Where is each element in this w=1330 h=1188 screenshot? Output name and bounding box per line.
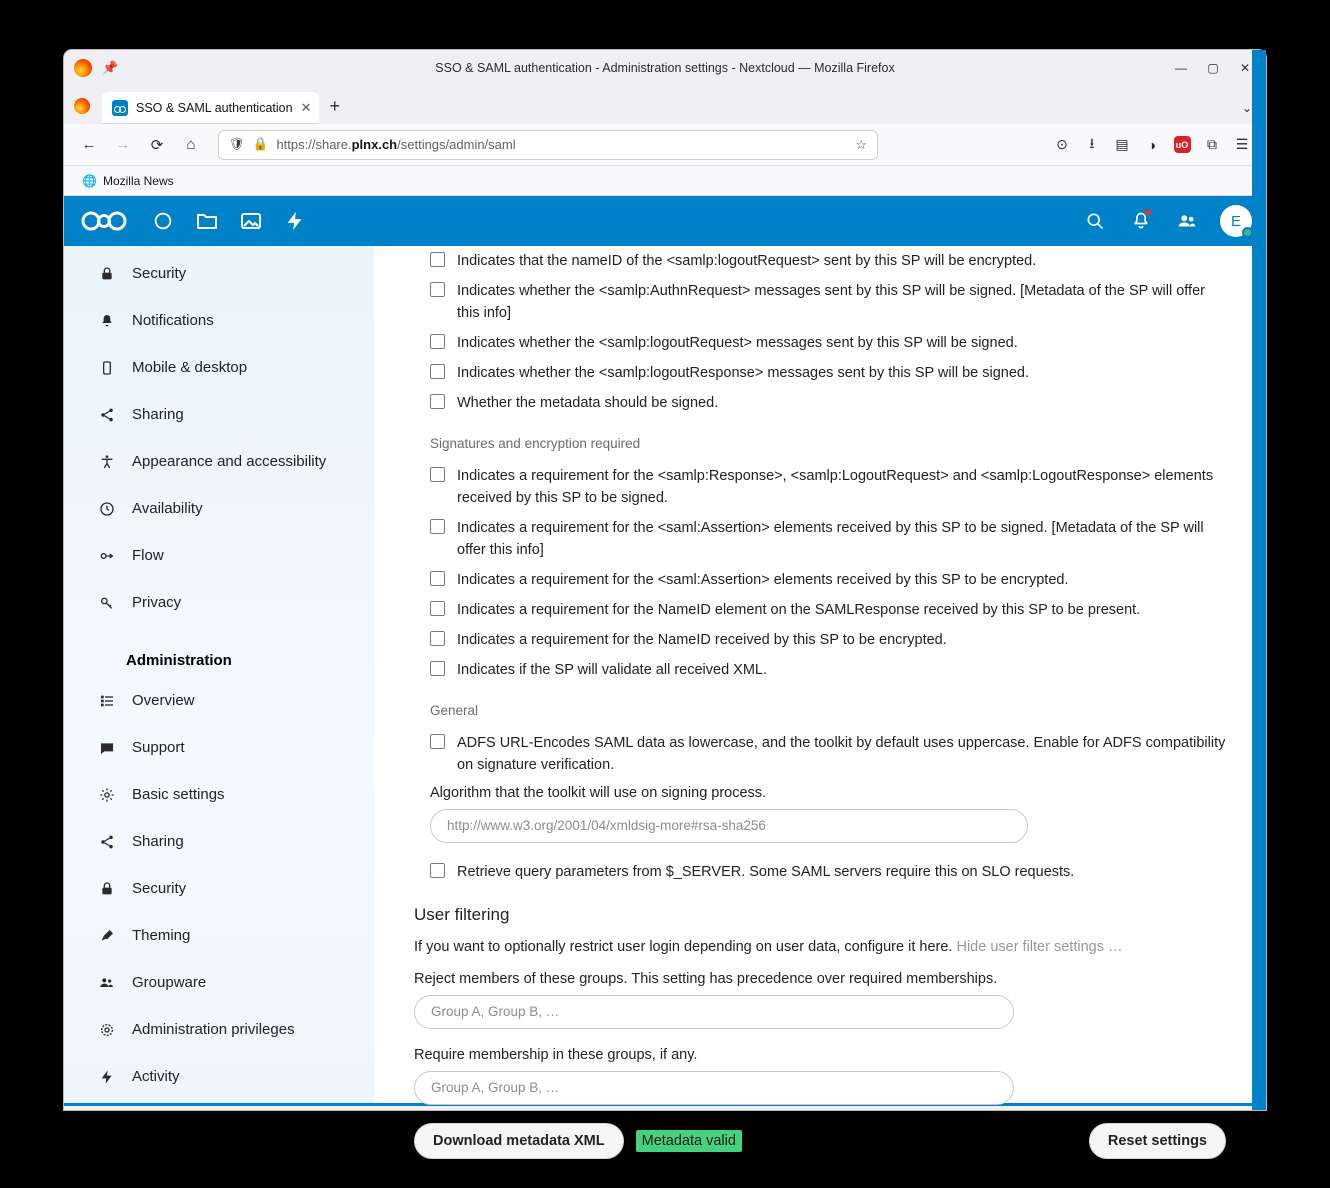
close-button[interactable]: ✕ [1239,61,1251,75]
sidebar-item-label: Sharing [132,833,184,850]
ublock-badge: uO [1174,136,1191,153]
sidebar-item-support[interactable] [64,724,374,771]
downloads-icon[interactable]: ⭳ [1089,134,1095,151]
sidebar-item-groupware[interactable] [64,959,374,1006]
metadata-status-badge: Metadata valid [636,1130,742,1152]
right-blue-edge [1252,50,1266,1110]
checkbox-validate-xml[interactable] [430,661,445,676]
share-icon [98,834,116,850]
contacts-icon[interactable] [1174,206,1200,236]
group-heading-general: General [430,703,479,719]
extensions-icon[interactable]: ⧉ [1207,136,1217,152]
sidebar-item-label: Appearance and accessibility [132,453,327,470]
require-groups-label: Require membership in these groups, if any. [414,1046,698,1063]
nextcloud-favicon-icon [112,100,128,116]
tab-close-icon[interactable]: ✕ [300,100,312,115]
checkbox-response-elements-signed[interactable] [430,467,445,482]
checkbox-row[interactable] [430,732,1226,776]
sidebar-item-notifications[interactable] [64,297,374,344]
reject-groups-input[interactable]: Group A, Group B, … [414,995,1014,1029]
browser-window [64,50,1266,1149]
checkbox-label: Indicates a requirement for the <saml:Assertion> elements received by this SP to be encrypted. [457,572,1069,589]
bell-icon[interactable] [1128,206,1154,236]
group-heading-signatures: Signatures and encryption required [430,436,641,452]
saml-settings-form [374,250,1266,1159]
activity-icon[interactable] [280,206,310,236]
forward-button[interactable]: → [115,136,131,153]
checkbox-label: Indicates whether the <samlp:logoutRequest> messages sent by this SP will be signed. [457,335,1018,352]
reload-button[interactable]: ⟳ [150,136,164,154]
action-row [414,1123,1226,1159]
sidebar-item-label: Privacy [132,594,182,611]
shield-icon[interactable]: 🛡 [229,137,245,151]
sidebar-item-admin-sharing[interactable] [64,818,374,865]
sidebar-item-label: Flow [132,547,164,564]
maximize-button[interactable]: ▢ [1207,61,1219,75]
files-icon[interactable] [192,206,222,236]
algorithm-label: Algorithm that the toolkit will use on signing process. [430,784,767,801]
checkbox-label: Indicates a requirement for the <saml:Assertion> elements received by this SP to be signed. [Metadata of the SP will offer this info] [457,520,1204,559]
hide-user-filter-link[interactable]: Hide user filter settings … [956,938,1123,955]
sidebar-item-privacy[interactable] [64,579,374,626]
checkbox-row[interactable] [430,392,1226,414]
sidebar-item-theming[interactable] [64,912,374,959]
sidebar-item-label: Security [132,265,187,282]
sidebar-item-basic-settings[interactable] [64,771,374,818]
sidebar-item-label: Administration privileges [132,1021,295,1038]
brush-icon [98,928,116,944]
sidebar-item-label: Overview [132,692,195,709]
download-metadata-xml-button[interactable]: Download metadata XML [414,1123,624,1159]
sidebar-item-overview[interactable] [64,677,374,724]
url-input[interactable]: https://share.plnx.ch/settings/admin/saml [276,137,516,152]
window-controls [1166,50,1260,86]
tab-title: SSO & SAML authentication [136,101,293,115]
checkbox-row[interactable] [430,250,1226,272]
checkbox-label: Indicates whether the <samlp:logoutResponse> messages sent by this SP will be signed. [457,365,1030,382]
checkbox-row[interactable] [430,629,1226,651]
require-groups-input[interactable]: Group A, Group B, … [414,1071,1014,1105]
privileges-icon [98,1022,116,1038]
pin-icon[interactable]: 📌 [102,60,119,75]
checkbox-retrieve-query-parameters[interactable] [430,863,445,878]
sidebar-item-activity[interactable] [64,1053,374,1100]
pocket-icon[interactable]: ⊙ [1056,136,1068,152]
sidebar-heading-administration: Administration [126,652,232,669]
avatar-letter: E [1230,212,1241,230]
section-title-user-filtering: User filtering [414,904,510,924]
checkbox-label: Indicates if the SP will validate all received XML. [457,662,768,679]
header-right-icons [1082,205,1252,237]
checkbox-metadata-signed[interactable] [430,394,445,409]
checkbox-row[interactable] [430,362,1226,384]
checkbox-nameid-encrypted[interactable] [430,631,445,646]
search-icon[interactable] [1082,206,1108,236]
sidebar-item-label: Sharing [132,406,184,423]
accessibility-icon [98,454,116,470]
checkbox-row[interactable] [430,280,1226,324]
checkbox-label: ADFS URL-Encodes SAML data as lowercase, and the toolkit by default uses uppercase. Enable for ADFS compatibility on signature verification. [457,735,1226,774]
bell-icon [98,313,116,329]
sidebar-item-mobile-desktop[interactable] [64,344,374,391]
checkbox-label: Retrieve query parameters from $_SERVER. Some SAML servers require this on SLO requests. [457,863,1075,880]
sidebar-item-label: Activity [132,1068,180,1085]
checkbox-label: Indicates whether the <samlp:AuthnRequest> messages sent by this SP will be signed. [Metadata of the SP will offer this info] [457,283,1205,322]
lock-icon [98,881,116,897]
account-icon[interactable]: ◑ [1147,136,1157,153]
lock-icon[interactable]: 🔒 [252,137,269,151]
checkbox-authnrequest-signed[interactable] [430,282,445,297]
algorithm-input[interactable]: http://www.w3.org/2001/04/xmldsig-more#rsa-sha256 [430,809,1028,843]
address-bar[interactable] [218,130,878,160]
sidebar-item-flow[interactable] [64,532,374,579]
toolbar-icons [1048,131,1256,159]
notification-dot [1144,208,1152,216]
reject-groups-label: Reject members of these groups. This setting has precedence over required memberships. [414,970,998,987]
checkbox-row[interactable] [430,517,1226,561]
checkbox-row[interactable] [430,659,1226,681]
settings-sidebar [64,246,374,1103]
sidebar-item-label: Groupware [132,974,207,991]
user-filtering-text: If you want to optionally restrict user login depending on user data, configure it here. [414,938,953,955]
ublock-origin-icon[interactable] [1168,131,1196,159]
title-bar [64,50,1266,86]
reset-settings-wrap [1089,1123,1226,1159]
checkbox-row[interactable] [430,332,1226,354]
clock-icon [98,501,116,517]
tab-saml-authentication[interactable] [102,92,319,124]
sidebar-item-admin-security[interactable] [64,865,374,912]
checkbox-label: Indicates a requirement for the NameID received by this SP to be encrypted. [457,632,947,649]
new-tab-button[interactable]: + [329,96,340,116]
avatar[interactable] [1220,205,1252,237]
groupware-icon [98,975,116,991]
sidebar-item-label: Mobile & desktop [132,359,248,376]
sidebar-item-security[interactable] [64,250,374,297]
checkbox-label: Indicates a requirement for the <samlp:Response>, <samlp:LogoutRequest> and <samlp:LogoutResponse> elements received by this SP to be signed. [457,468,1214,507]
checkbox-logoutrequest-signed[interactable] [430,334,445,349]
sidebar-item-label: Theming [132,927,191,944]
window-title: SSO & SAML authentication - Administration settings - Nextcloud — Mozilla Firefox [435,61,895,75]
nextcloud-body [64,246,1266,1149]
settings-content [374,246,1266,1149]
checkbox-row[interactable] [430,465,1226,509]
app-navigation-icons [148,206,310,236]
photos-icon[interactable] [236,206,266,236]
checkbox-row[interactable] [430,599,1226,621]
user-filtering-description [414,939,1226,955]
checkbox-assertion-signed[interactable] [430,519,445,534]
sidebar-item-administration-privileges[interactable] [64,1006,374,1053]
activity-icon [98,1069,116,1085]
home-button[interactable]: ⌂ [186,136,196,153]
reset-settings-button[interactable]: Reset settings [1089,1123,1226,1159]
device-icon [98,360,116,376]
checkbox-label: Indicates a requirement for the NameID element on the SAMLResponse received by this SP to be present. [457,602,1141,619]
checkbox-nameid-present[interactable] [430,601,445,616]
bookmarks-toolbar [64,166,1266,196]
sidebar-item-sharing[interactable] [64,391,374,438]
checkbox-logoutrequest-nameid-encrypted[interactable] [430,252,445,267]
sidebar-item-label: Availability [132,500,203,517]
key-icon [98,595,116,611]
checkbox-label: Indicates that the nameID of the <samlp:logoutRequest> sent by this SP will be encrypted. [457,253,1037,269]
nextcloud-header [64,196,1266,246]
sidebar-item-label: Basic settings [132,786,225,803]
sidebar-item-label: Notifications [132,312,214,329]
dashboard-icon[interactable] [148,206,178,236]
app-menu-icon[interactable]: ☰ [1235,136,1249,152]
reader-view-icon[interactable]: ▤ [1115,136,1129,152]
nextcloud-logo-icon[interactable] [78,206,130,236]
sidebar-item-label: Security [132,880,187,897]
checkbox-adfs-lowercase-urlencoding[interactable] [430,734,445,749]
flow-icon [98,548,116,564]
globe-icon: 🌐 [82,173,97,188]
bookmark-mozilla-news[interactable] [76,171,180,191]
tab-bar [64,86,1266,124]
share-icon [98,407,116,423]
checkbox-row[interactable] [430,861,1226,883]
firefox-logo-icon [74,59,92,77]
checkbox-label: Whether the metadata should be signed. [457,395,719,412]
firefox-small-logo-icon [74,98,90,114]
checkbox-row[interactable] [430,569,1226,591]
lock-icon [98,266,116,282]
list-all-tabs-icon[interactable]: ⌄ [1241,101,1252,115]
sidebar-item-availability[interactable] [64,485,374,532]
checkbox-logoutresponse-signed[interactable] [430,364,445,379]
back-button[interactable]: ← [81,136,97,153]
checkbox-assertion-encrypted[interactable] [430,571,445,586]
sidebar-item-label: Support [132,739,185,756]
sidebar-item-appearance-accessibility[interactable] [64,438,374,485]
gear-icon [98,787,116,803]
minimize-button[interactable]: — [1175,61,1187,75]
bookmark-star-icon[interactable]: ☆ [855,136,867,152]
chat-icon [98,740,116,756]
list-icon [98,693,116,709]
bookmark-label: Mozilla News [102,173,174,188]
navigation-toolbar [64,124,1266,166]
